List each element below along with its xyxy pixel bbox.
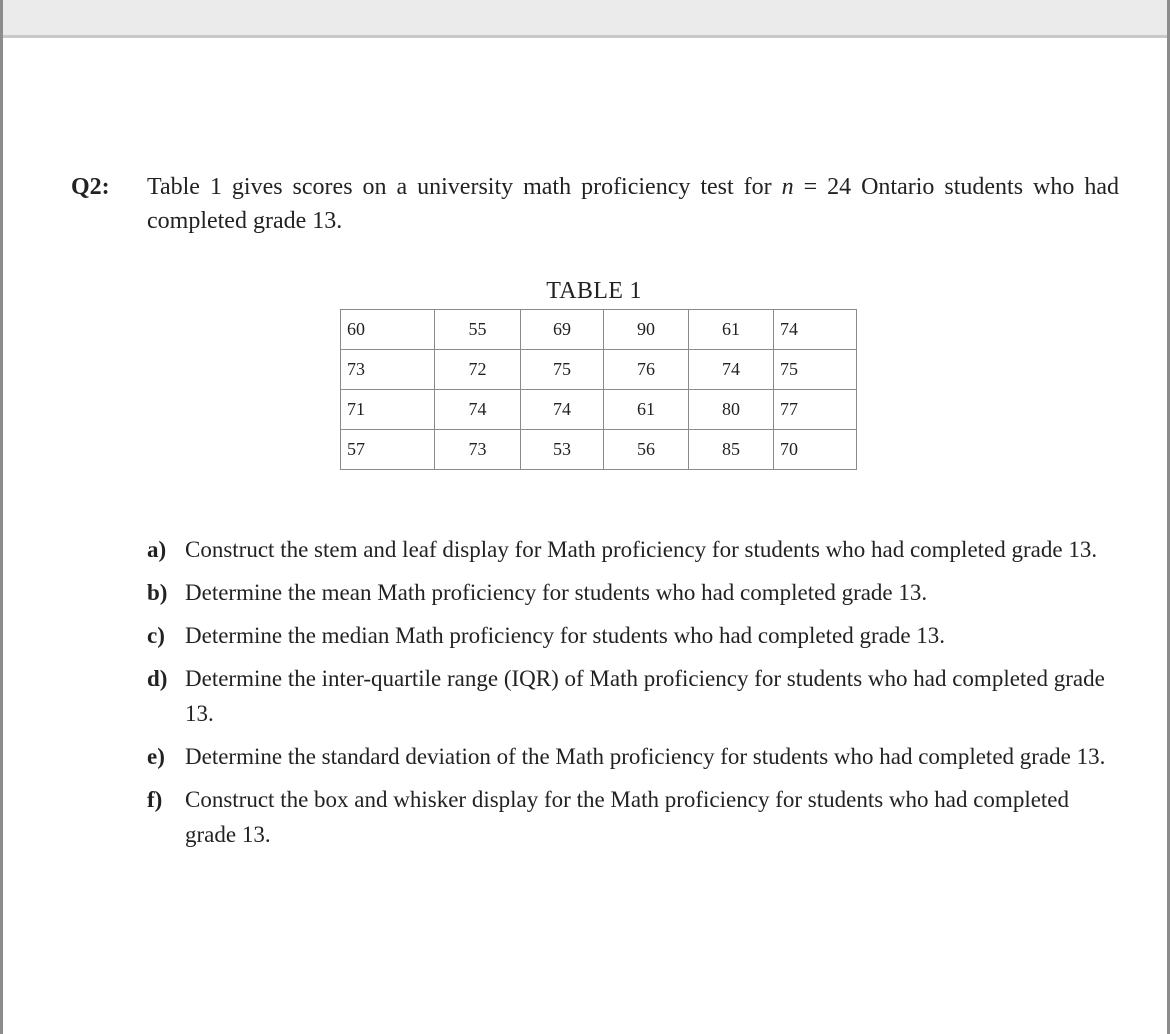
table-cell: 56 (604, 430, 689, 470)
table-cell: 60 (341, 310, 435, 350)
sub-question-letter: c) (147, 623, 165, 648)
table-cell: 90 (604, 310, 689, 350)
question-text-before: Table 1 gives scores on a university math proficiency test for (147, 174, 782, 200)
table-cell: 61 (689, 310, 774, 350)
sub-question-letter: e) (147, 744, 165, 769)
table-row (341, 430, 857, 470)
table-cell: 77 (774, 390, 857, 430)
table-cell: 72 (435, 350, 521, 390)
table-row (341, 390, 857, 430)
table-cell: 76 (604, 350, 689, 390)
table-cell: 57 (341, 430, 435, 470)
question-text-after: = 24 Ontario students who had completed grade 13. (147, 174, 1120, 234)
table-cell: 73 (435, 430, 521, 470)
sub-question-c (147, 618, 1117, 653)
sub-question-text: Construct the stem and leaf display for Math proficiency for students who had completed grade 13. (185, 537, 1098, 562)
sub-question-letter: b) (147, 580, 168, 605)
sub-question-a (147, 532, 1117, 567)
sub-question-text: Determine the median Math proficiency for students who had completed grade 13. (185, 623, 946, 648)
table-caption: TABLE 1 (546, 278, 642, 304)
table-cell: 71 (341, 390, 435, 430)
sub-question-letter: f) (147, 787, 163, 812)
sub-question-d (147, 661, 1117, 731)
table-cell: 55 (435, 310, 521, 350)
table-cell: 70 (774, 430, 857, 470)
table-cell: 85 (689, 430, 774, 470)
table-cell: 73 (341, 350, 435, 390)
table-cell: 74 (521, 390, 604, 430)
scores-table (340, 309, 857, 470)
page-left-border (0, 0, 3, 1034)
page-top-border (0, 0, 1170, 38)
sub-question-letter: d) (147, 666, 168, 691)
table-cell: 74 (689, 350, 774, 390)
table-cell: 53 (521, 430, 604, 470)
question-label: Q2: (71, 174, 110, 200)
sub-question-f (147, 782, 1117, 852)
table-row (341, 310, 857, 350)
sub-question-text: Construct the box and whisker display for the Math proficiency for students who had completed grade 13. (185, 787, 1070, 847)
table-cell: 74 (774, 310, 857, 350)
question-variable: n (781, 174, 794, 200)
sub-question-e (147, 739, 1117, 774)
sub-question-list (147, 532, 1117, 860)
table-cell: 75 (774, 350, 857, 390)
table-cell: 61 (604, 390, 689, 430)
sub-question-b (147, 575, 1117, 610)
table-row (341, 350, 857, 390)
sub-question-letter: a) (147, 537, 167, 562)
table-cell: 69 (521, 310, 604, 350)
table-cell: 74 (435, 390, 521, 430)
table-cell: 75 (521, 350, 604, 390)
sub-question-text: Determine the standard deviation of the Math proficiency for students who had completed grade 13. (185, 744, 1106, 769)
table-cell: 80 (689, 390, 774, 430)
sub-question-text: Determine the inter-quartile range (IQR) of Math proficiency for students who had completed grade 13. (185, 666, 1105, 726)
question-text (147, 170, 1119, 238)
sub-question-text: Determine the mean Math proficiency for students who had completed grade 13. (185, 580, 928, 605)
